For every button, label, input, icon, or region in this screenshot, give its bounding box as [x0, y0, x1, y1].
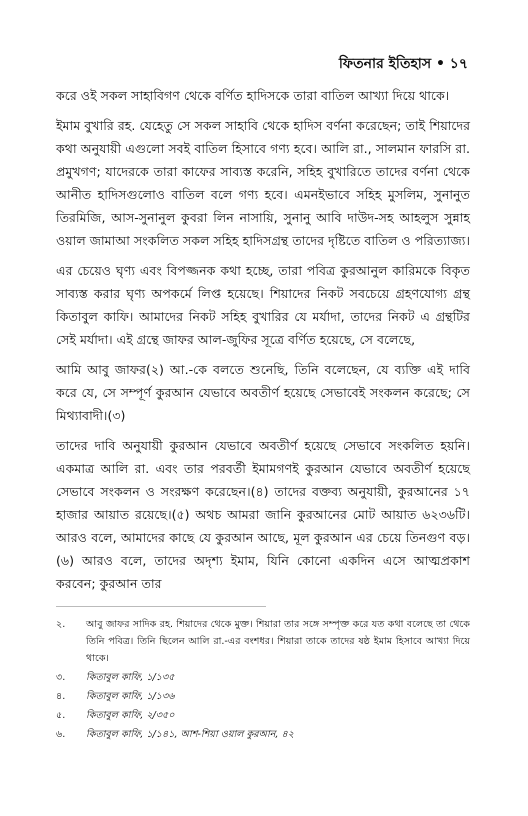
- footnote-3: [56, 669, 470, 686]
- paragraph-2: ইমাম বুখারি রহ. যেহেতু সে সকল সাহাবি থেকে হাদিস বর্ণনা করেছেন; তাই শিয়াদের কথা অনুযায়ী এগুলো সবই বাতিল হিসাবে গণ্য হবে। আলি রা., সালমান ফারসি রা. প্রমুখগণ; যাদেরকে তারা কাফের সাব্যস্ত করেনি, সহিহ বুখারিতে তাদের বর্ণনা থেকে আনীত হাদিসগুলোও বাতিল বলে গণ্য হবে। এমনইভাবে সহিহ মুসলিম, সুনানুত তিরমিজি, আস-সুনানুল কুবরা লিন নাসায়ি, সুনানু আবি দাউদ-সহ আহলুস সুন্নাহ ওয়াল জামাআ সংকলিত সকল সহিহ হাদিসগ্রন্থ তাদের দৃষ্টিতে বাতিল ও পরিত্যাজ্য।: [56, 118, 470, 248]
- footnotes: [56, 616, 470, 745]
- footnote-5: [56, 707, 470, 724]
- footnote-number: ৪.: [56, 691, 66, 702]
- footnote-text: কিতাবুল কাফি, ২/৩৫০: [86, 710, 175, 721]
- footnote-text: কিতাবুল কাফি, ১/১৩৬: [86, 691, 175, 702]
- footnote-divider: [56, 606, 266, 607]
- footnote-text: কিতাবুল কাফি, ১/১৪১, আশ-শিয়া ওয়াল কুরআন, ৪২: [86, 729, 294, 740]
- footnote-2: [56, 616, 470, 667]
- main-text: [56, 84, 470, 602]
- footnote-number: ৬.: [56, 729, 66, 740]
- footnote-number: ২.: [56, 619, 66, 630]
- paragraph-5: তাদের দাবি অনুযায়ী কুরআন যেভাবে অবতীর্ণ হয়েছে সেভাবে সংকলিত হয়নি। একমাত্র আলি রা. এবং তার পরবর্তী ইমামগণই কুরআন যেভাবে অবতীর্ণ হয়েছে সেভাবে সংকলন ও সংরক্ষণ করেছেন।(৪) তাদের বক্তব্য অনুযায়ী, কুরআনের ১৭ হাজার আয়াত রয়েছে।(৫) অথচ আমরা জানি কুরআনের মোট আয়াত ৬২৩৬টি। আরও বলে, আমাদের কাছে যে কুরআন আছে, মূল কুরআন এর চেয়ে তিনগুণ বড়।(৬) আরও বলে, তাদের অদৃশ্য ইমাম, যিনি কোনো একদিন এসে আত্মপ্রকাশ করবেন; কুরআন তার: [56, 438, 470, 591]
- paragraph-3: এর চেয়েও ঘৃণ্য এবং বিপজ্জনক কথা হচ্ছে, তারা পবিত্র কুরআনুল কারিমকে বিকৃত সাব্যস্ত করার ঘৃণ্য অপকর্মে লিপ্ত হয়েছে। শিয়াদের নিকট সবচেয়ে গ্রহণযোগ্য গ্রন্থ কিতাবুল কাফি। আমাদের নিকট সহিহ বুখারির যে মর্যাদা, তাদের নিকট এ গ্রন্থটির সেই মর্যাদা। এই গ্রন্থে জাফর আল-জুফির সূত্রে বর্ণিত হয়েছে, সে বলেছে,: [56, 263, 470, 347]
- footnote-number: ৫.: [56, 710, 66, 721]
- footnote-text: কিতাবুল কাফি, ১/১৩৫: [86, 672, 175, 683]
- footnote-4: [56, 688, 470, 705]
- footnote-text: আবু জাফর সাদিক রহ. শিয়াদের থেকে মুক্ত। শিয়ারা তার সঙ্গে সম্পৃক্ত করে যত কথা বলেছে তা থেকে তিনি পবিত্র। তিনি ছিলেন আলি রা.-এর বংশধর। শিয়ারা তাকে তাদের ষষ্ঠ ইমাম হিসাবে আখ্যা দিয়ে থাকে।: [86, 619, 470, 664]
- running-header: ফিতনার ইতিহাস • ১৭: [338, 56, 468, 72]
- paragraph-1: করে ওই সকল সাহাবিগণ থেকে বর্ণিত হাদিসকে তারা বাতিল আখ্যা দিয়ে থাকে।: [56, 88, 450, 103]
- footnote-6: [56, 726, 470, 743]
- quote-paragraph: আমি আবু জাফর(২) আ.-কে বলতে শুনেছি, তিনি বলেছেন, যে ব্যক্তি এই দাবি করে যে, সে সম্পূর্ণ কুরআন যেভাবে অবতীর্ণ হয়েছে সেভাবেই সংকলন করেছে; সে মিথ্যাবাদী।(৩): [56, 362, 470, 423]
- footnote-number: ৩.: [56, 672, 66, 683]
